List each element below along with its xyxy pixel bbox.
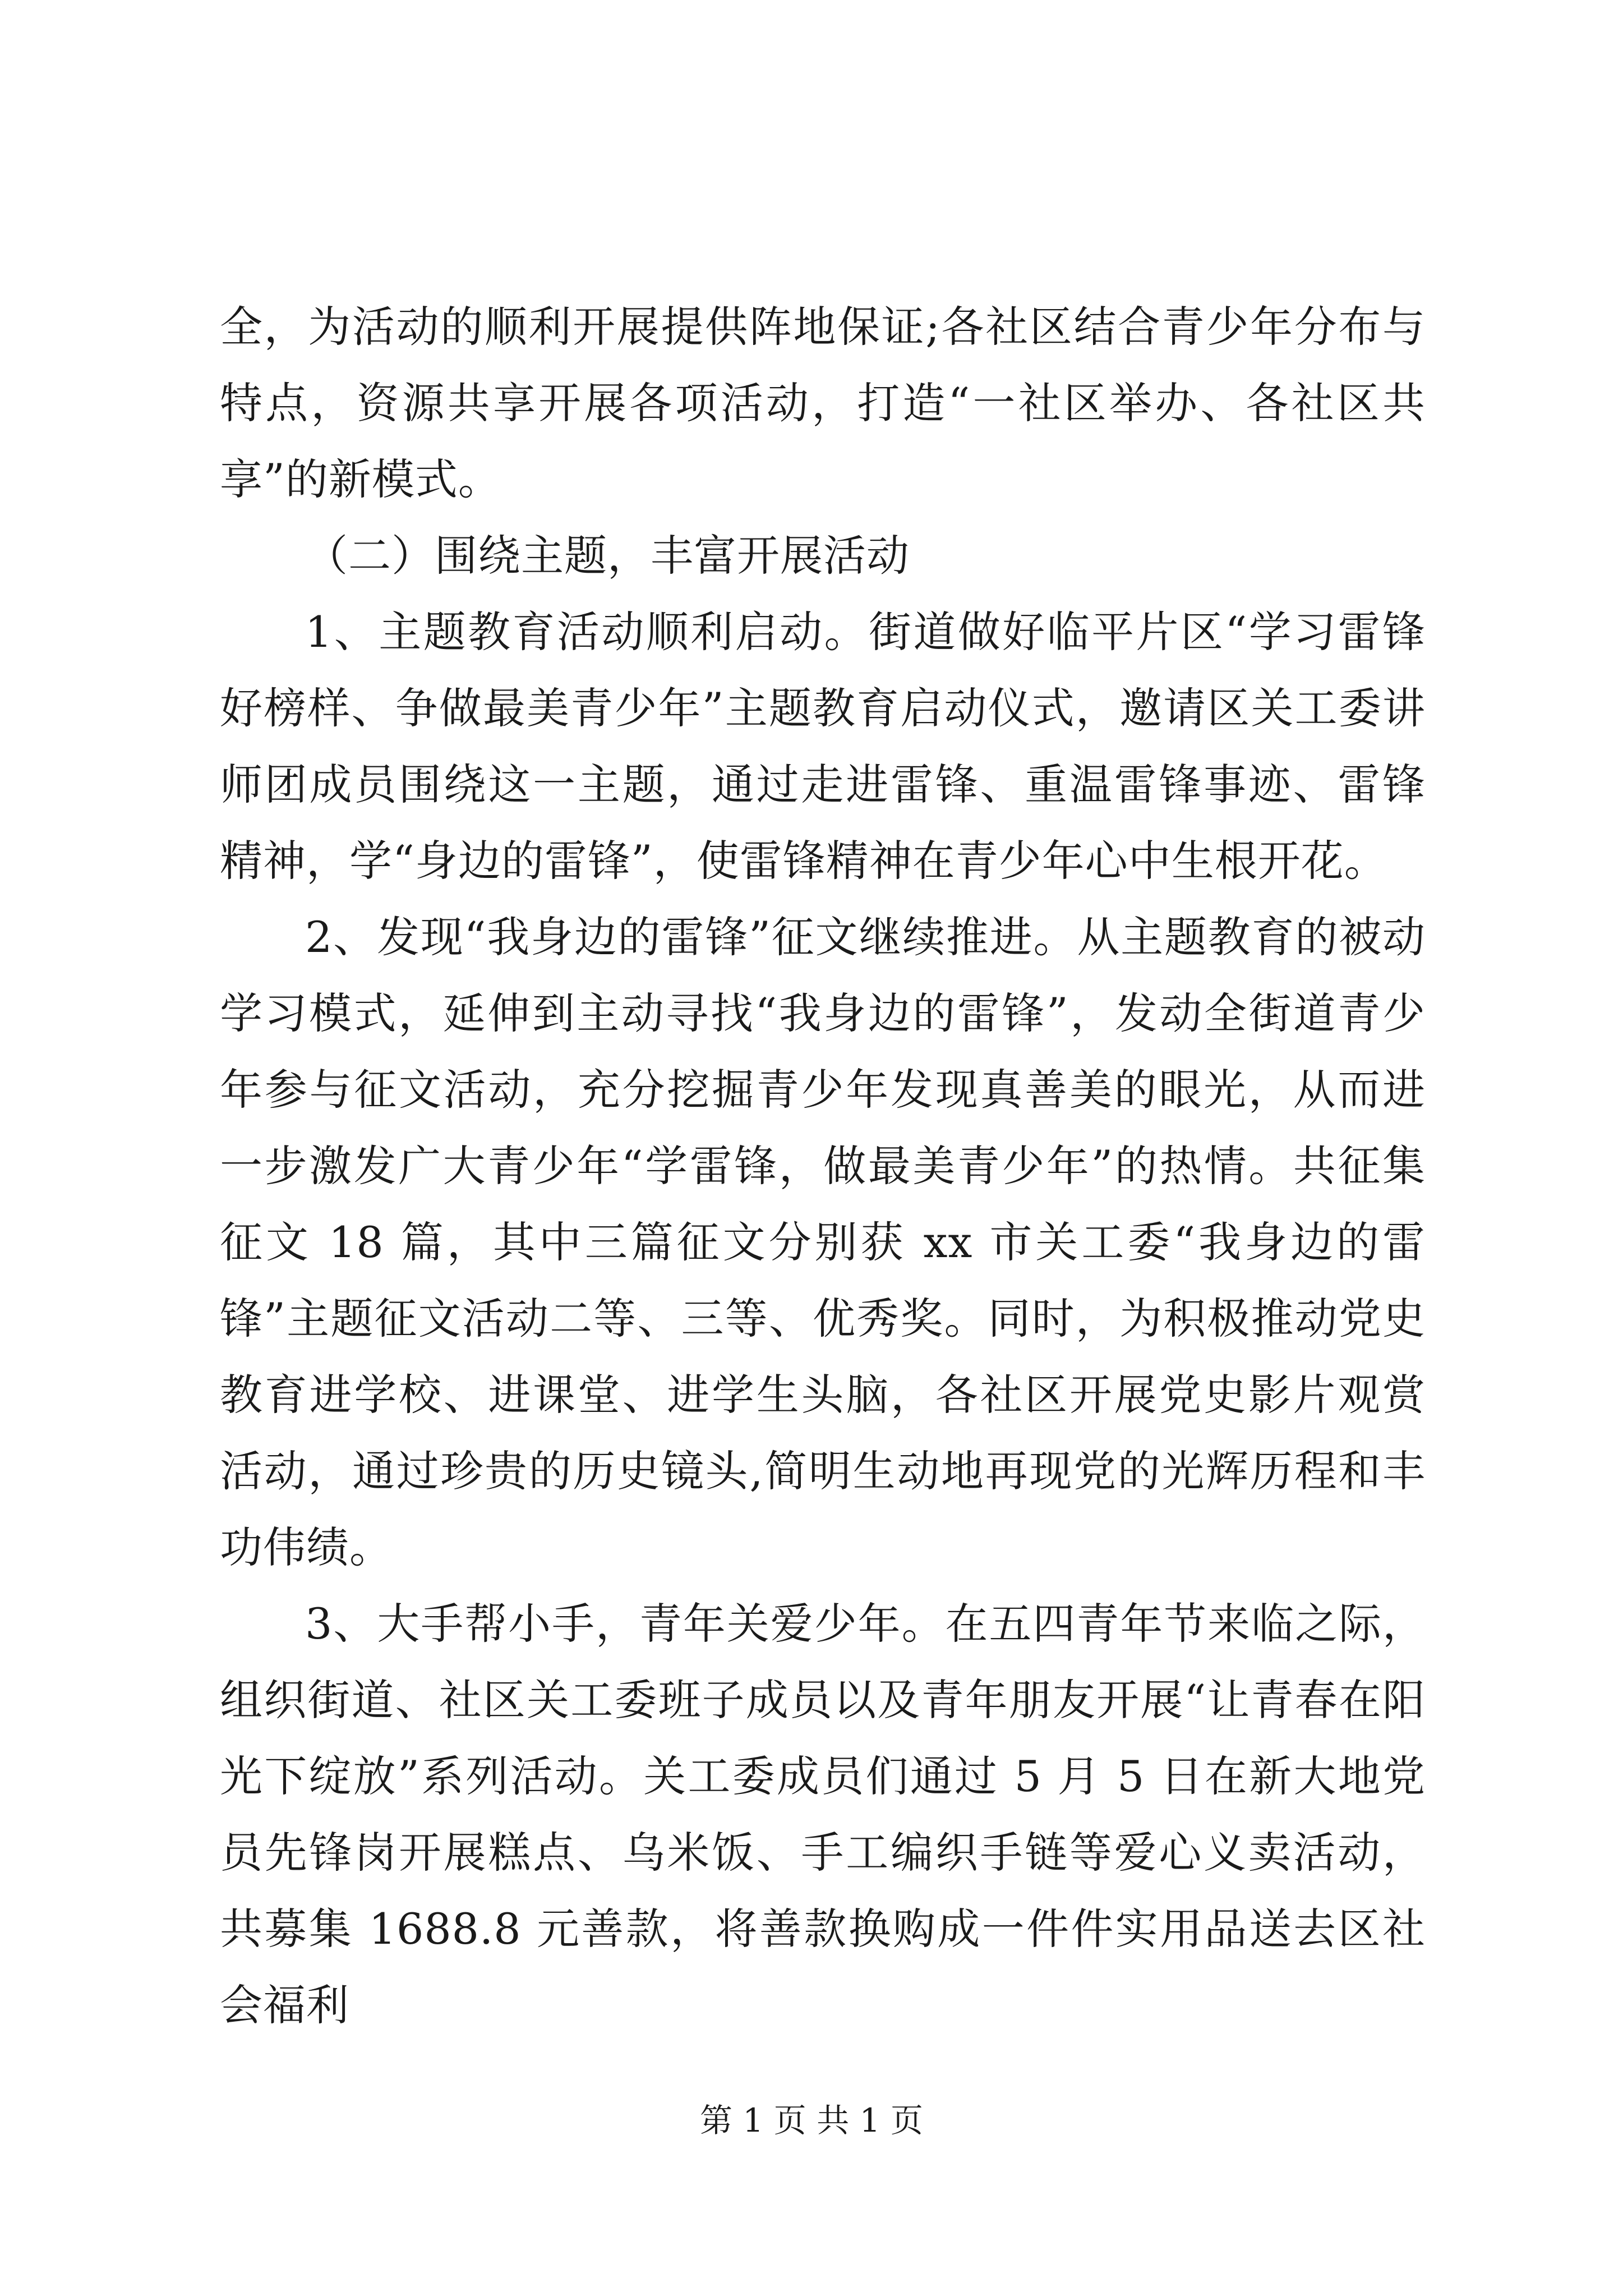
section-heading: （二）围绕主题，丰富开展活动 [305, 531, 910, 581]
paragraph-item-3: 3、大手帮小手，青年关爱少年。在五四青年节来临之际，组织街道、社区关工委班子成员以及青年朋友开展“让青春在阳光下绽放”系列活动。关工委成员们通过 5 月 5 日在新大地党员先锋岗开展糕点、乌米饭、手工编织手链等爱心义卖活动，共募集 1688.8 元善款，将善款换购成一件件实用品送去区社会福利 [220, 1599, 1426, 2030]
document-body [220, 289, 1426, 2044]
paragraph-item-2: 2、发现“我身边的雷锋”征文继续推进。从主题教育的被动学习模式，延伸到主动寻找“我身边的雷锋”，发动全街道青少年参与征文活动，充分挖掘青少年发现真善美的眼光，从而进一步激发广大青少年“学雷锋，做最美青少年”的热情。共征集征文 18 篇，其中三篇征文分别获 xx 市关工委“我身边的雷锋”主题征文活动二等、三等、优秀奖。同时，为积极推动党史教育进学校、进课堂、进学生头脑，各社区开展党史影片观赏活动，通过珍贵的历史镜头,简明生动地再现党的光辉历程和丰功伟绩。 [220, 912, 1426, 1572]
page-footer: 第 1 页 共 1 页 [700, 2101, 923, 2139]
paragraph-item-1: 1、主题教育活动顺利启动。街道做好临平片区“学习雷锋好榜样、争做最美青少年”主题教育启动仪式，邀请区关工委讲师团成员围绕这一主题，通过走进雷锋、重温雷锋事迹、雷锋精神，学“身边的雷锋”，使雷锋精神在青少年心中生根开花。 [220, 607, 1426, 886]
paragraph-continuation: 全，为活动的顺利开展提供阵地保证;各社区结合青少年分布与特点，资源共享开展各项活动，打造“一社区举办、各社区共享”的新模式。 [220, 302, 1426, 504]
